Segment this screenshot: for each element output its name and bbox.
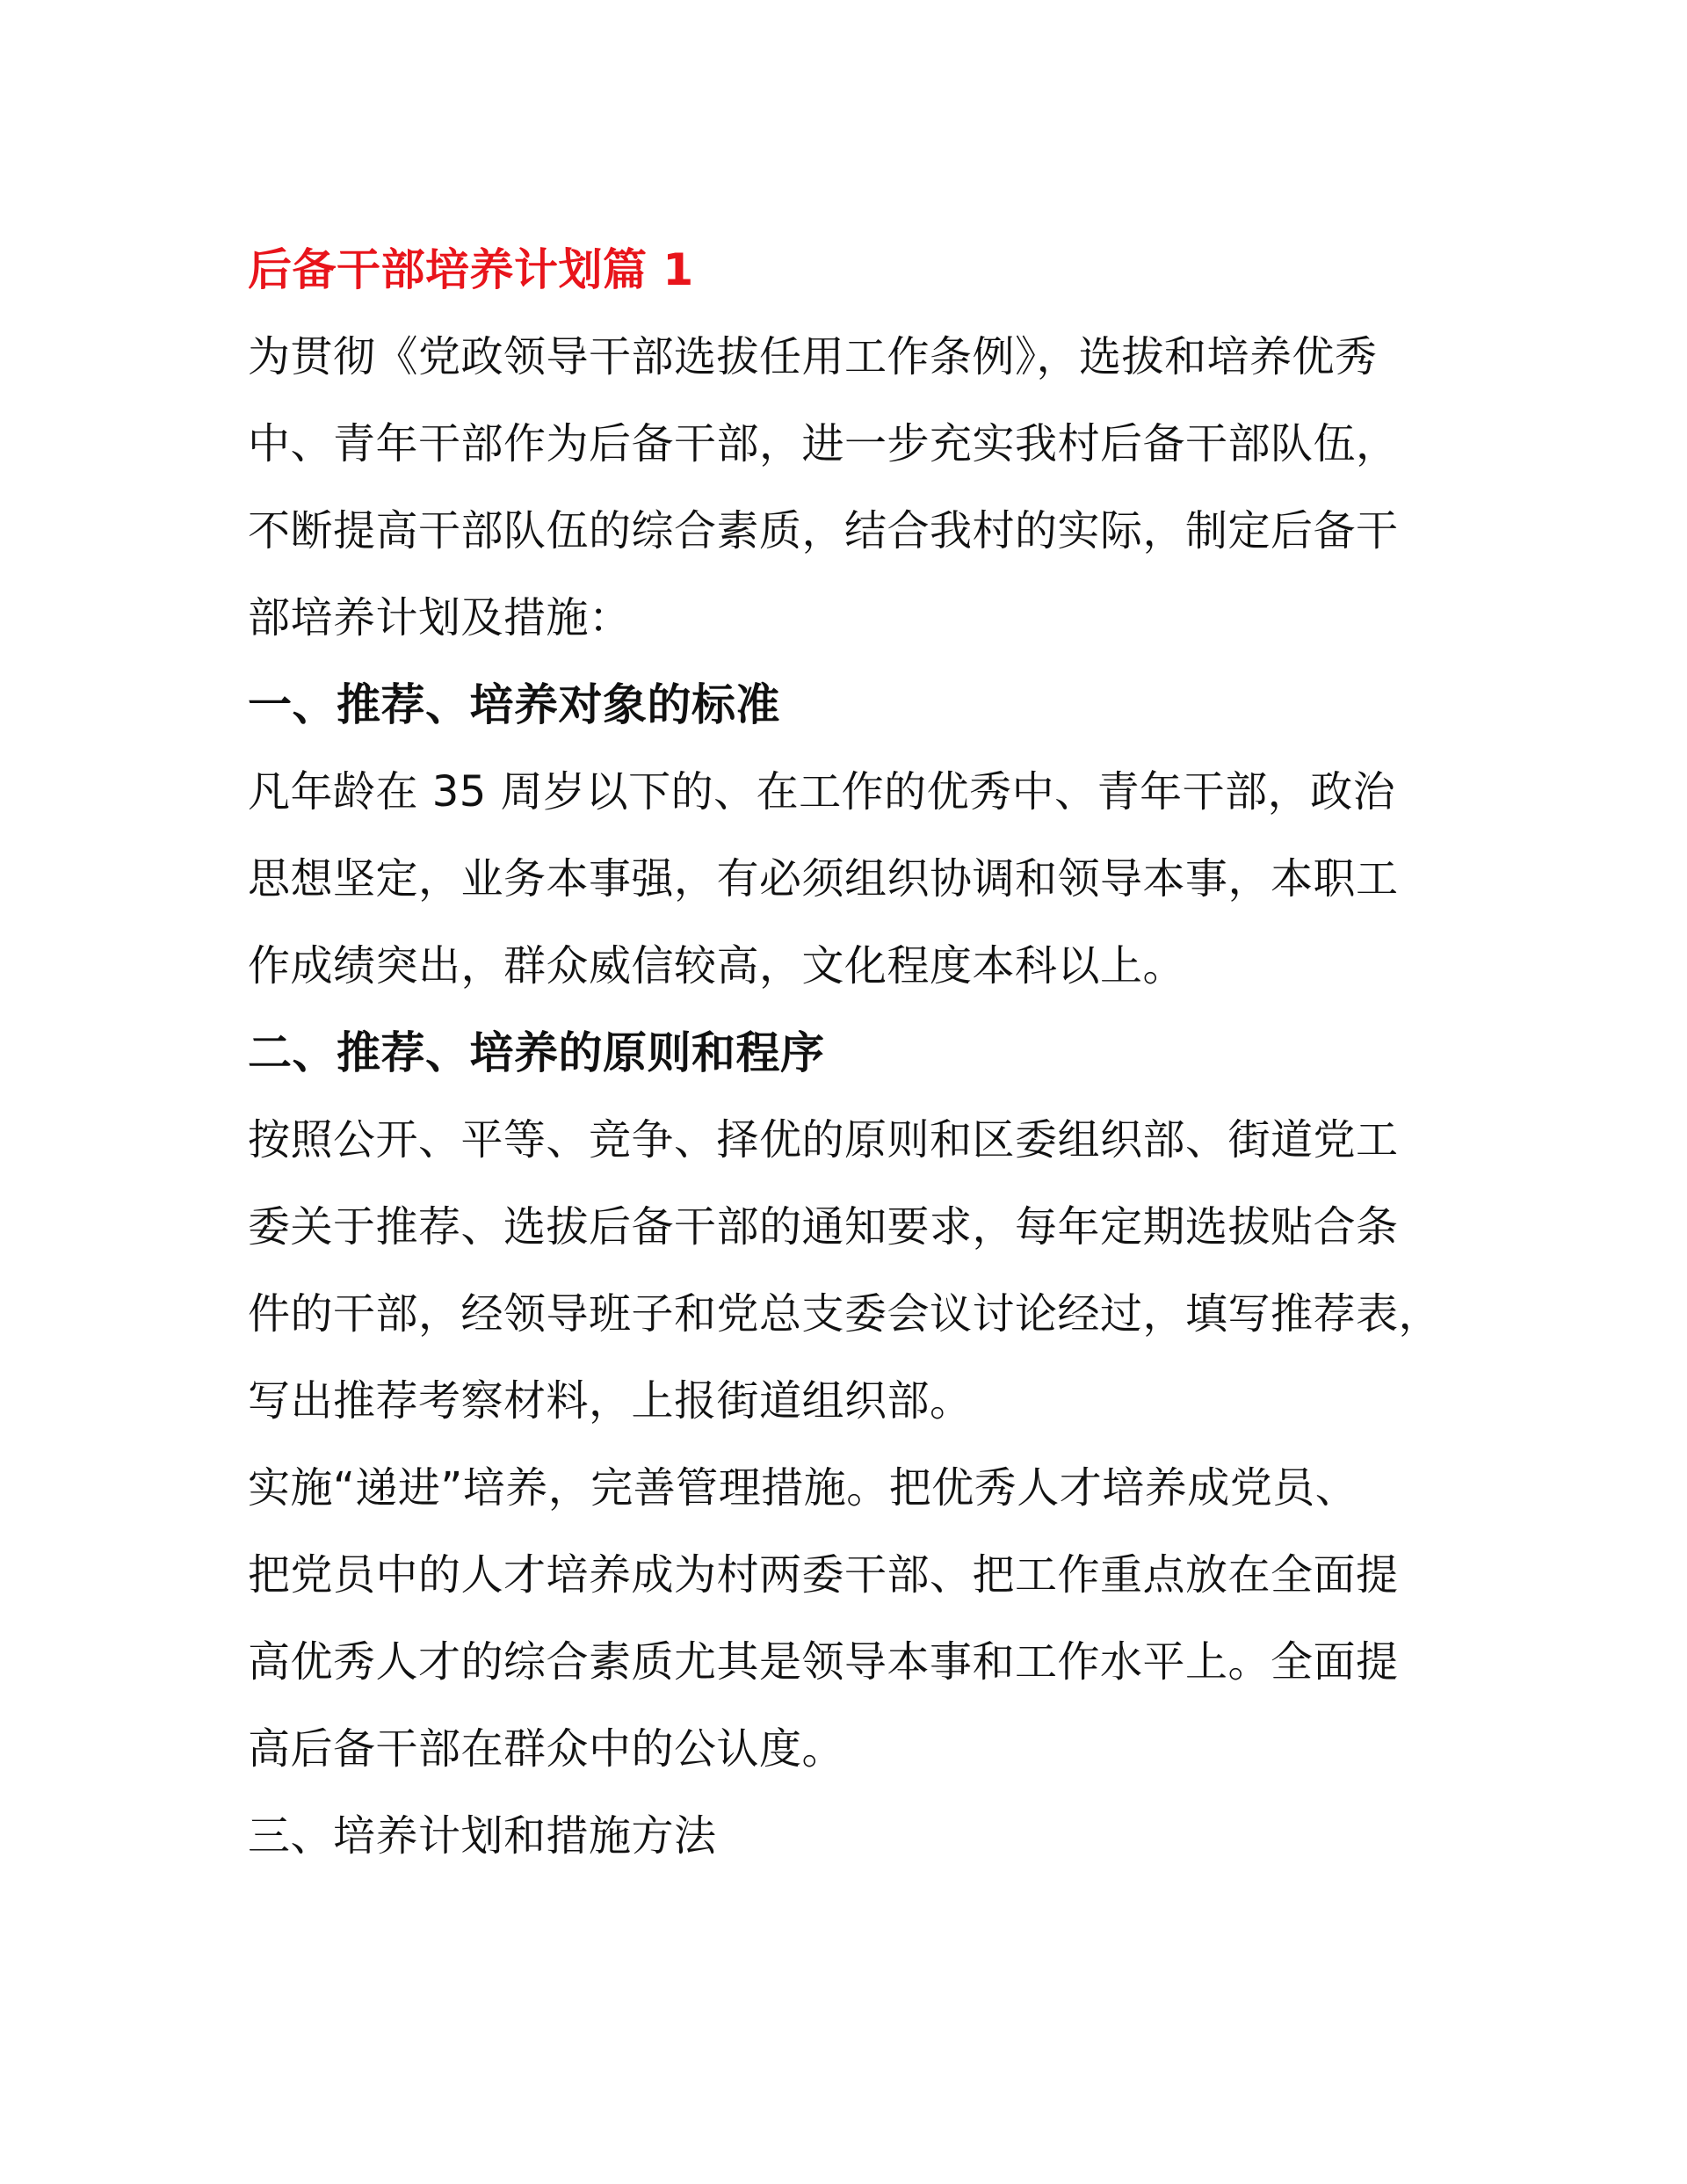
section2-paragraph-2 (248, 1445, 1478, 1793)
section2-line: 把党员中的人才培养成为村两委干部、把工作重点放在全面提 (248, 1550, 1399, 1600)
section2-line: 高后备干部在群众中的公认度。 (248, 1724, 845, 1774)
section1-line: 思想坚定，业务本事强，有必须组织协调和领导本事，本职工 (248, 854, 1399, 903)
intro-paragraph (248, 314, 1478, 662)
section2-paragraph (248, 1097, 1478, 1445)
intro-line: 不断提高干部队伍的综合素质，结合我村的实际，制定后备干 (248, 506, 1399, 555)
section2-line: 件的干部，经领导班子和党总支委会议讨论经过，填写推荐表， (248, 1289, 1442, 1339)
document-title: 后备干部培养计划篇 1 (248, 244, 694, 295)
section1-paragraph (248, 749, 1478, 1010)
section2-line: 高优秀人才的综合素质尤其是领导本事和工作水平上。全面提 (248, 1637, 1399, 1687)
document-page (248, 227, 1478, 1880)
intro-line: 部培养计划及措施： (248, 593, 632, 642)
section2-line: 按照公开、平等、竞争、择优的原则和区委组织部、街道党工 (248, 1115, 1399, 1165)
section2-line: 实施“递进”培养，完善管理措施。把优秀人才培养成党员、 (248, 1463, 1358, 1513)
intro-line: 为贯彻《党政领导干部选拔任用工作条例》，选拔和培养优秀 (248, 332, 1378, 381)
section1-line: 凡年龄在 35 周岁以下的、在工作的优秀中、青年干部，政治 (248, 767, 1396, 816)
section2-line: 委关于推荐、选拔后备干部的通知要求，每年定期选拔贴合条 (248, 1202, 1399, 1252)
section2-heading: 二、推荐、培养的原则和程序 (248, 1027, 825, 1078)
section2-line: 写出推荐考察材料，上报街道组织部。 (248, 1376, 973, 1426)
intro-line: 中、青年干部作为后备干部，进一步充实我村后备干部队伍， (248, 419, 1399, 468)
section3-heading: 三、培养计划和措施方法 (248, 1811, 717, 1861)
section1-line: 作成绩突出，群众威信较高，文化程度本科以上。 (248, 941, 1186, 990)
section1-heading: 一、推荐、培养对象的标准 (248, 679, 780, 730)
